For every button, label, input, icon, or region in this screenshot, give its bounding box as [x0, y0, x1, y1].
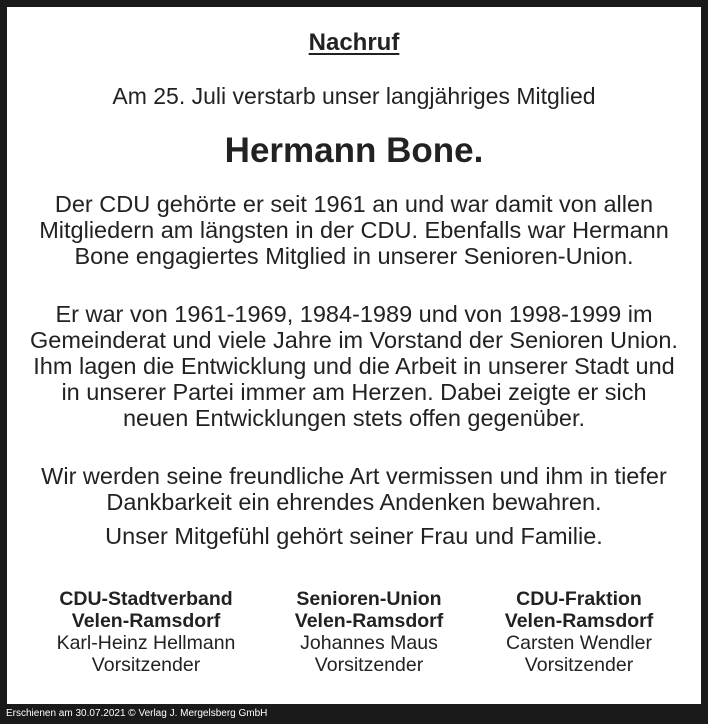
signer-person: Karl-Heinz Hellmann: [56, 632, 236, 654]
footer-text: Erschienen am 30.07.2021 © Verlag J. Mergelsberg GmbH: [6, 708, 268, 719]
signer-fraktion: [464, 588, 694, 676]
paragraph-career: Er war von 1961-1969, 1984-1989 und von 1998-1999 im Gemeinderat und viele Jahre im Vorstand der Senioren Union. Ihm lagen die Entwicklung und die Arbeit in unserer Stadt und in unserer Partei immer am Herzen. Dabei zeigte er sich neuen Entwicklungen stets offen gegenüber.: [30, 301, 678, 431]
signer-org: CDU-Fraktion: [516, 588, 642, 610]
notice-intro: Am 25. Juli verstarb unser langjähriges Mitglied: [112, 83, 596, 109]
top-border: [0, 0, 708, 7]
signer-org: CDU-Stadtverband: [59, 588, 233, 610]
signer-role: Vorsitzender: [91, 654, 201, 676]
signer-role: Vorsitzender: [524, 654, 634, 676]
signer-role: Vorsitzender: [314, 654, 424, 676]
signer-place: Velen-Ramsdorf: [504, 610, 654, 632]
paragraph-membership: Der CDU gehörte er seit 1961 an und war damit von allen Mitgliedern am längsten in der CDU. Ebenfalls war Hermann Bone engagiertes Mitglied in unserer Senioren-Union.: [39, 191, 669, 269]
signer-place: Velen-Ramsdorf: [71, 610, 221, 632]
right-border: [701, 0, 708, 724]
left-border: [0, 0, 7, 724]
notice-content: [7, 7, 701, 704]
signer-person: Johannes Maus: [300, 632, 438, 654]
signer-stadtverband: [31, 588, 261, 676]
signer-person: Carsten Wendler: [506, 632, 652, 654]
paragraph-remembrance: Wir werden seine freundliche Art vermissen und ihm in tiefer Dankbarkeit ein ehrendes Andenken bewahren.: [41, 463, 667, 515]
paragraph-condolence: Unser Mitgefühl gehört seiner Frau und Familie.: [105, 523, 603, 549]
publication-footer: [0, 704, 708, 724]
notice-heading: Nachruf: [308, 29, 400, 56]
signer-place: Velen-Ramsdorf: [294, 610, 444, 632]
signer-org: Senioren-Union: [296, 588, 442, 610]
signer-senioren-union: [254, 588, 484, 676]
deceased-name: Hermann Bone.: [224, 131, 484, 170]
